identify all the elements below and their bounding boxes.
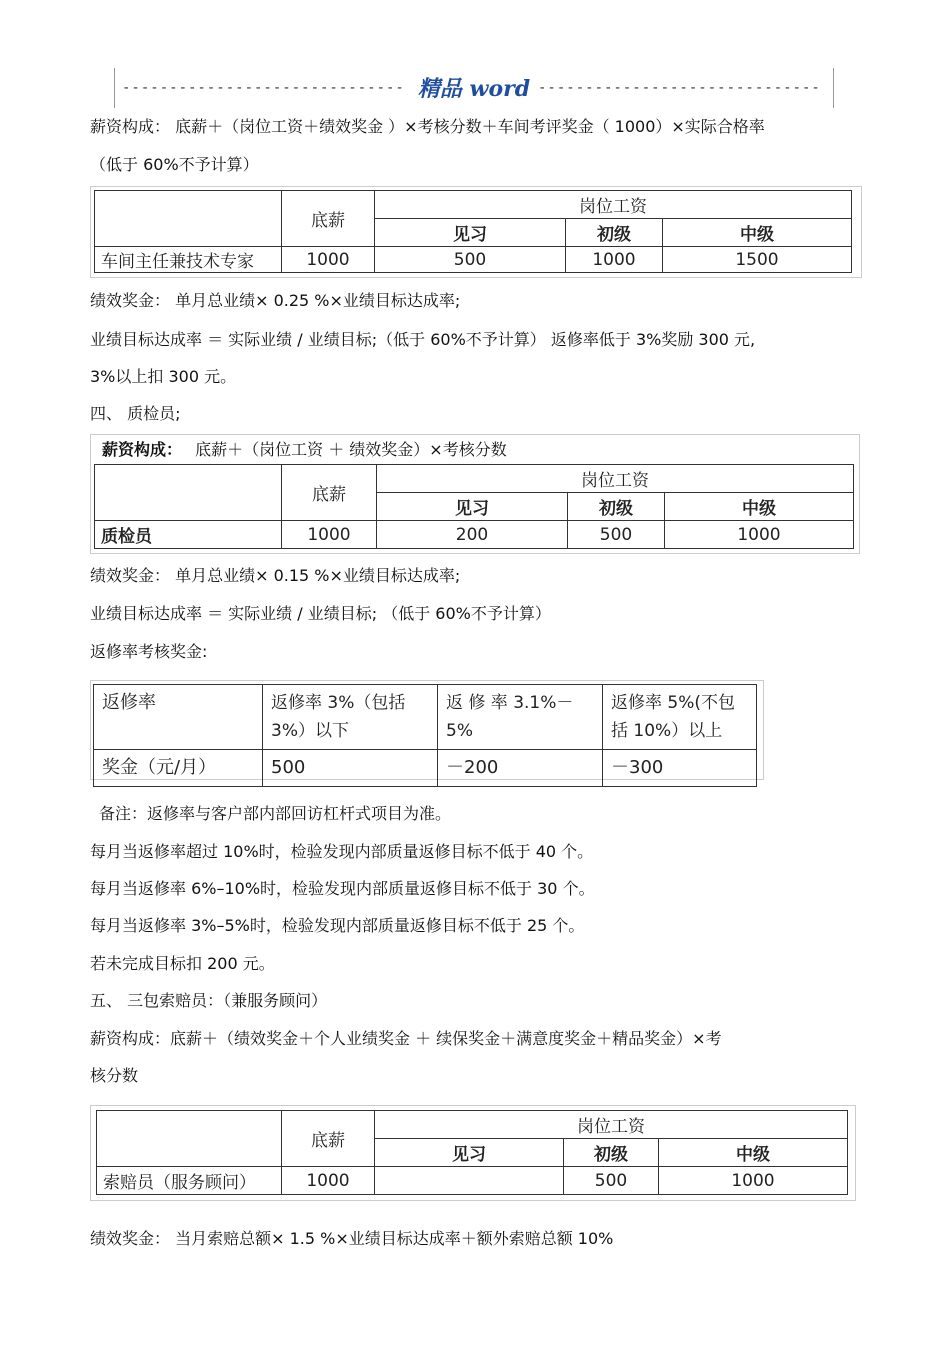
s5-heading: 五、 三包索赔员：（兼服务顾问） — [90, 991, 328, 1010]
header-right-dashes: ------------------------------ — [538, 80, 821, 96]
s3-rate-line2: 3%以上扣 300 元。 — [90, 367, 237, 386]
s4-level-0: 见习 — [377, 493, 568, 521]
header-left-rule — [114, 68, 115, 108]
s5-level-0: 见习 — [375, 1139, 564, 1167]
repair-r0: 奖金（元/月） — [94, 750, 263, 787]
s5-col-post: 岗位工资 — [375, 1111, 848, 1139]
s4-rate: 业绩目标达成率 ＝ 实际业绩 / 业绩目标; （低于 60%不予计算） — [90, 604, 551, 623]
s5-salary-table — [96, 1110, 848, 1195]
page-header — [114, 68, 834, 108]
s5-row-label: 索赔员（服务顾问） — [97, 1167, 282, 1195]
s3-table-corner — [95, 191, 282, 247]
s4-heading: 四、 质检员; — [90, 404, 181, 423]
s3-row-label: 车间主任兼技术专家 — [95, 247, 282, 273]
s3-val-1: 1000 — [566, 247, 663, 273]
repair-r2: －200 — [438, 750, 603, 787]
s3-level-0: 见习 — [375, 219, 566, 247]
s3-col-post: 岗位工资 — [375, 191, 852, 219]
s5-val-0 — [375, 1167, 564, 1195]
s5-val-2: 1000 — [659, 1167, 848, 1195]
s3-level-1: 初级 — [566, 219, 663, 247]
repair-h1: 返修率 3%（包括 3%）以下 — [263, 685, 438, 750]
repair-r1: 500 — [263, 750, 438, 787]
s3-salary-line1: 薪资构成： 底薪＋（岗位工资＋绩效奖金 ）×考核分数＋车间考评奖金（ 1000）×实际合格率 — [90, 117, 765, 136]
s4-repair-title: 返修率考核奖金: — [90, 642, 208, 661]
s4-val-base: 1000 — [282, 521, 377, 549]
s4-perf: 绩效奖金： 单月总业绩× 0.15 %×业绩目标达成率; — [90, 566, 461, 585]
s3-perf: 绩效奖金： 单月总业绩× 0.25 %×业绩目标达成率; — [90, 291, 461, 310]
s4-val-2: 1000 — [665, 521, 854, 549]
s4-level-2: 中级 — [665, 493, 854, 521]
s4-row-label: 质检员 — [95, 521, 282, 549]
s4-level-1: 初级 — [568, 493, 665, 521]
s4-caption — [102, 437, 507, 460]
repair-h0: 返修率 — [94, 685, 263, 750]
header-left-dashes: ------------------------------ — [122, 80, 405, 96]
s4-caption-label: 薪资构成： — [102, 440, 183, 459]
s3-val-base: 1000 — [282, 247, 375, 273]
s3-val-0: 500 — [375, 247, 566, 273]
s4-val-1: 500 — [568, 521, 665, 549]
s4-caption-text: 底薪＋（岗位工资 ＋ 绩效奖金）×考核分数 — [195, 440, 507, 459]
s3-salary-table — [94, 190, 852, 273]
s4-rule1: 每月当返修率超过 10%时，检验发现内部质量返修目标不低于 40 个。 — [90, 842, 594, 861]
s4-note: 备注：返修率与客户部内部回访杠杆式项目为准。 — [99, 804, 452, 823]
s4-col-post: 岗位工资 — [377, 465, 854, 493]
s5-salary-line1: 薪资构成：底薪＋（绩效奖金＋个人业绩奖金 ＋ 续保奖金＋满意度奖金＋精品奖金）×考 — [90, 1029, 722, 1048]
s5-table-corner — [97, 1111, 282, 1167]
s3-col-base: 底薪 — [282, 191, 375, 247]
s4-salary-table — [94, 464, 854, 549]
repair-h2: 返 修 率 3.1%－ 5% — [438, 685, 603, 750]
header-right-rule — [833, 68, 834, 108]
s4-col-base: 底薪 — [282, 465, 377, 521]
s3-level-2: 中级 — [663, 219, 852, 247]
header-brand: 精品 word — [417, 76, 531, 102]
s5-perf: 绩效奖金： 当月索赔总额× 1.5 %×业绩目标达成率＋额外索赔总额 10% — [90, 1229, 614, 1248]
s5-col-base: 底薪 — [282, 1111, 375, 1167]
s3-rate-line1: 业绩目标达成率 ＝ 实际业绩 / 业绩目标;（低于 60%不予计算） 返修率低于 3%奖励 300 元, — [90, 330, 756, 349]
s4-repair-table — [93, 684, 757, 787]
repair-r3: －300 — [603, 750, 757, 787]
s5-salary-line2: 核分数 — [90, 1066, 139, 1085]
s3-val-2: 1500 — [663, 247, 852, 273]
s4-rule4: 若未完成目标扣 200 元。 — [90, 954, 275, 973]
repair-h3: 返修率 5%(不包括 10%）以上 — [603, 685, 757, 750]
s4-rule3: 每月当返修率 3%–5%时，检验发现内部质量返修目标不低于 25 个。 — [90, 916, 585, 935]
s3-salary-line2: （低于 60%不予计算） — [90, 155, 259, 174]
s4-rule2: 每月当返修率 6%–10%时，检验发现内部质量返修目标不低于 30 个。 — [90, 879, 595, 898]
s5-level-1: 初级 — [564, 1139, 659, 1167]
s4-table-corner — [95, 465, 282, 521]
s5-val-base: 1000 — [282, 1167, 375, 1195]
s5-val-1: 500 — [564, 1167, 659, 1195]
s4-val-0: 200 — [377, 521, 568, 549]
s5-level-2: 中级 — [659, 1139, 848, 1167]
